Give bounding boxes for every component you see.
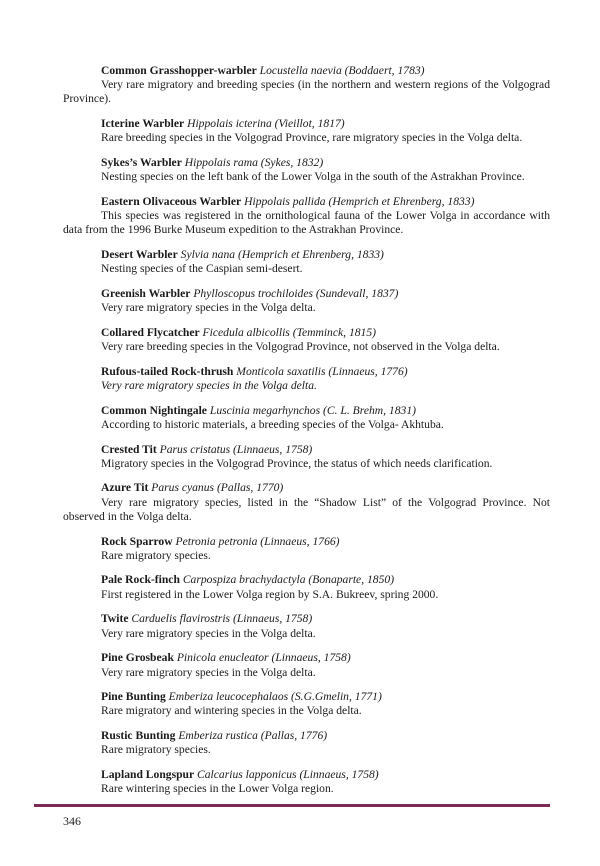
common-name: Twite — [101, 612, 129, 626]
species-description: Very rare migratory species, listed in the “Shadow List” of the Volgograd Province. Not observed in the Volga delta. — [63, 495, 550, 523]
species-heading — [63, 156, 550, 170]
species-entry — [63, 404, 550, 432]
species-heading — [63, 287, 550, 301]
common-name: Pine Bunting — [101, 690, 166, 704]
species-entry — [63, 287, 550, 315]
scientific-name: Parus cristatus (Linnaeus, 1758) — [159, 442, 313, 456]
common-name: Lapland Longspur — [101, 768, 195, 782]
species-entry — [63, 156, 550, 184]
species-description: Migratory species in the Volgograd Province, the status of which needs clarification. — [101, 456, 493, 470]
species-heading — [63, 195, 550, 209]
scientific-name: Sylvia nana (Hemprich et Ehrenberg, 1833) — [180, 248, 384, 262]
common-name: Rock Sparrow — [101, 534, 173, 548]
species-entry — [63, 573, 550, 601]
common-name: Rustic Bunting — [101, 729, 176, 743]
species-description: Very rare migratory species in the Volga delta. — [101, 301, 316, 315]
species-description: First registered in the Lower Volga region by S.A. Bukreev, spring 2000. — [101, 587, 439, 601]
species-entry — [63, 365, 550, 393]
species-entry — [63, 195, 550, 238]
common-name: Pale Rock-finch — [101, 573, 180, 587]
species-description: Very rare breeding species in the Volgograd Province, not observed in the Volga delta. — [101, 340, 500, 354]
species-entry — [63, 768, 550, 796]
scientific-name: Parus cyanus (Pallas, 1770) — [151, 481, 284, 495]
page-number: 346 — [63, 814, 81, 828]
species-heading — [63, 481, 550, 495]
scientific-name: Hippolais icterina (Vieillot, 1817) — [187, 117, 345, 131]
common-name: Collared Flycatcher — [101, 325, 200, 339]
species-heading — [63, 690, 550, 704]
common-name: Common Nightingale — [101, 403, 207, 417]
footer-rule — [34, 804, 550, 807]
species-heading — [63, 651, 550, 665]
species-entry — [63, 326, 550, 354]
species-heading — [63, 365, 550, 379]
species-description: Rare migratory species. — [101, 548, 211, 562]
scientific-name: Carpospiza brachydactyla (Bonaparte, 1850) — [182, 573, 395, 587]
species-heading — [63, 248, 550, 262]
species-description: Rare migratory species. — [101, 743, 211, 757]
species-description: Nesting species of the Caspian semi-desert. — [101, 262, 303, 276]
species-heading — [63, 443, 550, 457]
species-heading — [63, 326, 550, 340]
species-heading — [63, 117, 550, 131]
common-name: Desert Warbler — [101, 248, 178, 262]
species-entry — [63, 481, 550, 524]
species-entry — [63, 248, 550, 276]
species-entry — [63, 535, 550, 563]
species-entry — [63, 729, 550, 757]
species-heading — [63, 573, 550, 587]
scientific-name: Monticola saxatilis (Linnaeus, 1776) — [236, 364, 408, 378]
species-description: Very rare migratory and breeding species (in the northern and western regions of the Volgograd Province). — [63, 78, 550, 106]
species-entry — [63, 443, 550, 471]
common-name: Crested Tit — [101, 442, 157, 456]
scientific-name: Hippolais pallida (Hemprich et Ehrenberg, 1833) — [244, 194, 475, 208]
common-name: Rufous-tailed Rock-thrush — [101, 364, 234, 378]
species-description: According to historic materials, a breeding species of the Volga- Akhtuba. — [101, 417, 444, 431]
scientific-name: Hippolais rama (Sykes, 1832) — [184, 156, 324, 170]
species-heading — [63, 64, 550, 78]
common-name: Greenish Warbler — [101, 286, 191, 300]
common-name: Eastern Olivaceous Warbler — [101, 194, 242, 208]
common-name: Sykes’s Warbler — [101, 156, 182, 170]
species-heading — [63, 404, 550, 418]
species-description: Nesting species on the left bank of the Lower Volga in the south of the Astrakhan Province. — [101, 170, 525, 184]
species-heading — [63, 729, 550, 743]
species-description: This species was registered in the ornithological fauna of the Lower Volga in accordance with data from the 1996 Burke Museum expedition to the Astrakhan Province. — [63, 209, 550, 237]
species-description: Very rare migratory species in the Volga delta. — [101, 378, 317, 392]
species-description: Very rare migratory species in the Volga delta. — [101, 665, 316, 679]
species-description: Rare migratory and wintering species in the Volga delta. — [101, 704, 362, 718]
species-description: Rare wintering species in the Lower Volga region. — [101, 782, 334, 796]
species-heading — [63, 535, 550, 549]
species-heading — [63, 768, 550, 782]
species-entry — [63, 690, 550, 718]
species-description: Rare breeding species in the Volgograd Province, rare migratory species in the Volga delta. — [101, 131, 523, 145]
scientific-name: Ficedula albicollis (Temminck, 1815) — [202, 325, 376, 339]
species-list — [63, 64, 550, 807]
species-description: Very rare migratory species in the Volga delta. — [101, 626, 316, 640]
scientific-name: Luscinia megarhynchos (C. L. Brehm, 1831) — [209, 403, 416, 417]
scientific-name: Calcarius lapponicus (Linnaeus, 1758) — [197, 768, 379, 782]
species-heading — [63, 612, 550, 626]
scientific-name: Pinicola enucleator (Linnaeus, 1758) — [176, 651, 351, 665]
scientific-name: Petronia petronia (Linnaeus, 1766) — [175, 534, 340, 548]
common-name: Icterine Warbler — [101, 117, 185, 131]
scientific-name: Locustella naevia (Boddaert, 1783) — [259, 64, 425, 77]
species-entry — [63, 651, 550, 679]
species-entry — [63, 612, 550, 640]
common-name: Azure Tit — [101, 481, 149, 495]
scientific-name: Emberiza rustica (Pallas, 1776) — [178, 729, 328, 743]
scientific-name: Carduelis flavirostris (Linnaeus, 1758) — [131, 612, 313, 626]
scientific-name: Phylloscopus trochiloides (Sundevall, 1837) — [193, 286, 399, 300]
scientific-name: Emberiza leucocephalaos (S.G.Gmelin, 1771) — [168, 690, 382, 704]
species-entry — [63, 64, 550, 107]
species-entry — [63, 117, 550, 145]
common-name: Pine Grosbeak — [101, 651, 174, 665]
common-name: Common Grasshopper-warbler — [101, 64, 257, 77]
